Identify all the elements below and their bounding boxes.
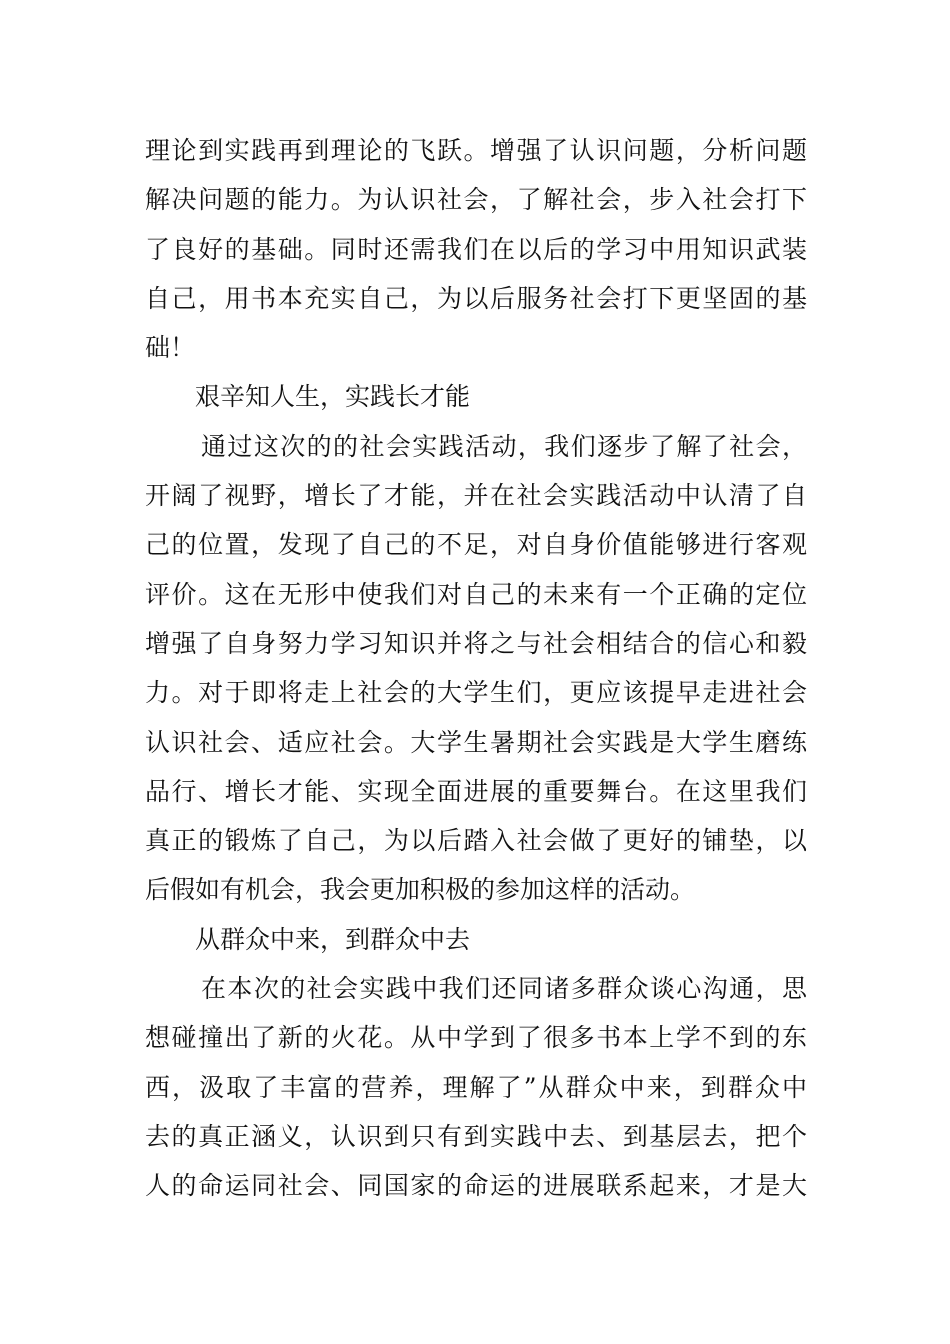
text-line: 在本次的社会实践中我们还同诸多群众谈心沟通，思 bbox=[201, 974, 807, 1004]
text-line: 增强了自身努力学习知识并将之与社会相结合的信心和毅 bbox=[145, 628, 807, 658]
text-line: 了良好的基础。同时还需我们在以后的学习中用知识武装 bbox=[145, 234, 807, 264]
text-line: 后假如有机会，我会更加积极的参加这样的活动。 bbox=[145, 875, 696, 905]
text-line: 真正的锻炼了自己，为以后踏入社会做了更好的铺垫，以 bbox=[145, 826, 807, 856]
paragraph-2 bbox=[145, 422, 807, 915]
text-line: 础！ bbox=[145, 333, 196, 363]
text-line: 想碰撞出了新的火花。从中学到了很多书本上学不到的东 bbox=[145, 1023, 807, 1053]
text-line: 己的位置，发现了自己的不足，对自身价值能够进行客观 bbox=[145, 530, 807, 560]
text-line: 评价。这在无形中使我们对自己的未来有一个正确的定位 bbox=[145, 579, 807, 609]
paragraph-1 bbox=[145, 126, 807, 372]
text-line: 自己，用书本充实自己，为以后服务社会打下更坚固的基 bbox=[145, 283, 807, 313]
text-line: 西，汲取了丰富的营养，理解了”从群众中来，到群众中 bbox=[145, 1072, 807, 1102]
text-line: 品行、增长才能、实现全面进展的重要舞台。在这里我们 bbox=[145, 776, 807, 806]
text-line: 去的真正涵义，认识到只有到实践中去、到基层去，把个 bbox=[145, 1121, 807, 1151]
text-line: 理论到实践再到理论的飞跃。增强了认识问题，分析问题 bbox=[145, 136, 807, 165]
document-page bbox=[145, 126, 807, 1211]
text-line: 人的命运同社会、同国家的命运的进展联系起来，才是大 bbox=[145, 1171, 807, 1201]
section-heading: 艰辛知人生，实践长才能 bbox=[195, 382, 471, 412]
section-heading: 从群众中来，到群众中去 bbox=[195, 924, 471, 954]
text-line: 认识社会、适应社会。大学生暑期社会实践是大学生磨练 bbox=[145, 727, 807, 757]
text-line: 通过这次的的社会实践活动，我们逐步了解了社会， bbox=[201, 431, 807, 461]
paragraph-3 bbox=[145, 964, 807, 1210]
text-line: 力。对于即将走上社会的大学生们，更应该提早走进社会 bbox=[145, 678, 807, 708]
text-line: 解决问题的能力。为认识社会，了解社会，步入社会打下 bbox=[145, 185, 807, 215]
text-line: 开阔了视野，增长了才能，并在社会实践活动中认清了自 bbox=[145, 481, 807, 511]
